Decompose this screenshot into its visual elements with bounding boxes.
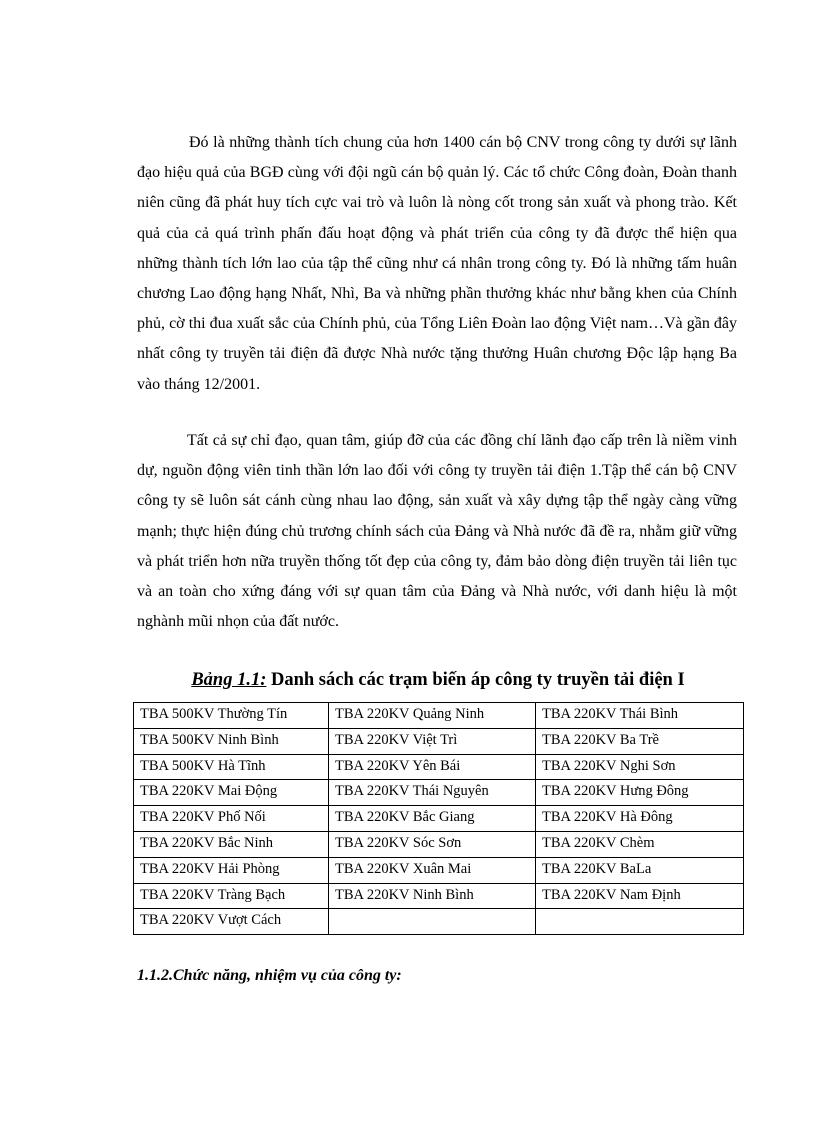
table-cell: TBA 220KV Xuân Mai: [329, 857, 536, 883]
table-cell: TBA 220KV Bắc Giang: [329, 806, 536, 832]
table-cell: TBA 220KV Yên Bái: [329, 754, 536, 780]
table-cell: TBA 500KV Thường Tín: [134, 703, 329, 729]
table-cell: [329, 909, 536, 935]
table-cell: TBA 220KV Ba Trề: [536, 728, 744, 754]
table-cell: TBA 220KV Hưng Đông: [536, 780, 744, 806]
table-caption-label: Bảng 1.1:: [191, 670, 267, 690]
table-cell: TBA 220KV Sóc Sơn: [329, 831, 536, 857]
table-cell: TBA 220KV Tràng Bạch: [134, 883, 329, 909]
table-cell: TBA 220KV Việt Trì: [329, 728, 536, 754]
table-cell: TBA 220KV Thái Nguyên: [329, 780, 536, 806]
table-caption: [0, 670, 816, 691]
table-cell: TBA 220KV Chèm: [536, 831, 744, 857]
paragraph-leadership: Tất cả sự chỉ đạo, quan tâm, giúp đỡ của các đồng chí lãnh đạo cấp trên là niềm vinh dự, nguồn động viên tinh thần lớn lao đối với công ty truyền tải điện 1.Tập thể cán bộ CNV công ty sẽ luôn sát cánh cùng nhau lao động, sản xuất và xây dựng tập thể ngày càng vững mạnh; thực hiện đúng chủ trương chính sách của Đảng và Nhà nước đã đề ra, nhằm giữ vững và phát triển hơn nữa truyền thống tốt đẹp của công ty, đảm bảo dòng điện truyền tải liên tục và an toàn cho xứng đáng với sự quan tâm của Đảng và Nhà nước, với danh hiệu là một nghành mũi nhọn của đất nước.: [137, 432, 737, 631]
table-row: [134, 883, 744, 909]
table-cell: TBA 220KV Nghi Sơn: [536, 754, 744, 780]
paragraph-achievements: Đó là những thành tích chung của hơn 1400 cán bộ CNV trong công ty dưới sự lãnh đạo hiệu quả của BGĐ cùng với đội ngũ cán bộ quản lý. Các tổ chức Công đoàn, Đoàn thanh niên cũng đã phát huy tích cực vai trò và luôn là nòng cốt trong sản xuất và phong trào. Kết quả của cả quá trình phấn đấu hoạt động và phát triển của công ty đã được thể hiện qua những thành tích lớn lao của tập thể cũng như cá nhân trong công ty. Đó là những tấm huân chương Lao động hạng Nhất, Nhì, Ba và những phần thưởng khác như bằng khen của Chính phủ, cờ thi đua xuất sắc của Chính phủ, của Tổng Liên Đoàn lao động Việt nam…Và gần đây nhất công ty truyền tải điện đã được Nhà nước tặng thưởng Huân chương Độc lập hạng Ba vào tháng 12/2001.: [137, 134, 737, 393]
table-cell: TBA 220KV Mai Động: [134, 780, 329, 806]
table-row: [134, 806, 744, 832]
substation-table: [133, 702, 744, 935]
table-row: [134, 703, 744, 729]
table-row: [134, 831, 744, 857]
table-row: [134, 728, 744, 754]
section-heading: 1.1.2.Chức năng, nhiệm vụ của công ty:: [137, 967, 402, 984]
table-cell: TBA 220KV Phố Nối: [134, 806, 329, 832]
table-row: [134, 909, 744, 935]
table-cell: TBA 220KV Bắc Ninh: [134, 831, 329, 857]
table-cell: TBA 220KV BaLa: [536, 857, 744, 883]
table-cell: TBA 500KV Hà Tĩnh: [134, 754, 329, 780]
table-cell: TBA 220KV Vượt Cách: [134, 909, 329, 935]
table-cell: TBA 500KV Ninh Bình: [134, 728, 329, 754]
table-cell: TBA 220KV Thái Bình: [536, 703, 744, 729]
table-row: [134, 754, 744, 780]
table-row: [134, 780, 744, 806]
table-cell: TBA 220KV Nam Định: [536, 883, 744, 909]
table-cell: [536, 909, 744, 935]
table-cell: TBA 220KV Quảng Ninh: [329, 703, 536, 729]
table-cell: TBA 220KV Hà Đông: [536, 806, 744, 832]
table-caption-text: Danh sách các trạm biến áp công ty truyền tải điện I: [266, 670, 685, 690]
table-cell: TBA 220KV Hải Phòng: [134, 857, 329, 883]
table-row: [134, 857, 744, 883]
table-cell: TBA 220KV Ninh Bình: [329, 883, 536, 909]
